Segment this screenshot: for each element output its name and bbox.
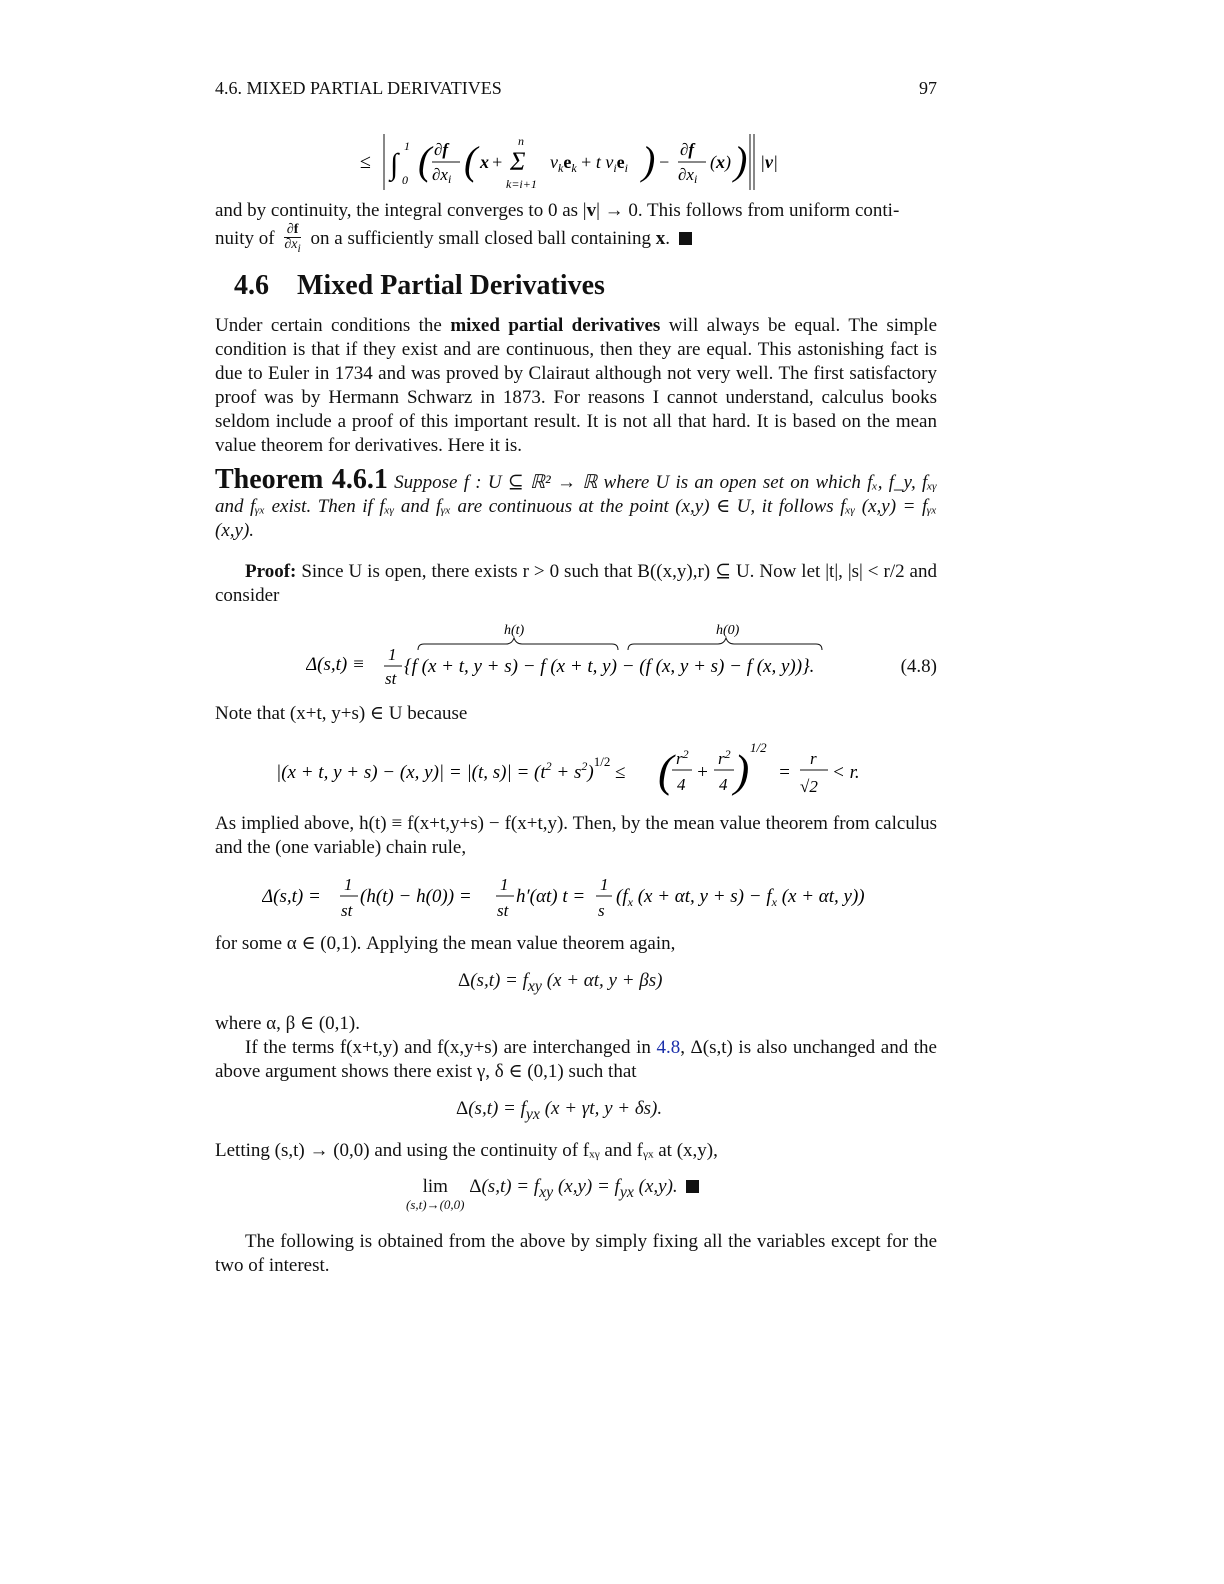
equation-limit: lim (s,t)→(0,0) $\Delta(s,t) = f_{xy}$ $(x,y) = f_{yx}$ (x,y).	[406, 1176, 699, 1212]
svg-text:∫: ∫	[390, 148, 399, 181]
svg-text:∂xi: ∂xi	[432, 165, 452, 186]
svg-text:st: st	[341, 901, 353, 920]
header-section: 4.6. MIXED PARTIAL DERIVATIVES	[215, 78, 502, 98]
paragraph-continuity: and by continuity, the integral converges to 0 as |v| → 0. This follows from uniform conti- nuity of $\frac{\partial f}{\partial x_i}$ on a sufficiently small closed ball containing x.	[215, 200, 900, 255]
svg-text:k=i+1: k=i+1	[506, 177, 537, 191]
equation-fyx: $\Delta(s,t) = f_{yx}$ (x + γt, y + δs).	[456, 1098, 663, 1123]
svg-text:): )	[734, 138, 748, 183]
svg-text:): )	[642, 138, 656, 183]
svg-text:∂xi: ∂xi	[678, 165, 698, 186]
svg-text:vkek + t viei: $v_ke_k + t$ $v_ie_i$	[550, 152, 628, 175]
svg-text:+: +	[491, 152, 504, 172]
svg-text:(: (	[418, 138, 432, 183]
qed-square	[679, 232, 692, 245]
svg-text:1: 1	[600, 875, 609, 894]
label-h-t: h(t)	[504, 623, 525, 638]
svg-text:(: (	[658, 745, 674, 796]
svg-text:n: n	[518, 134, 524, 148]
svg-text:r: r	[810, 749, 817, 768]
svg-text:): )	[734, 745, 750, 796]
svg-text:st: st	[497, 901, 509, 920]
svg-text:√2: √2	[800, 777, 818, 796]
label-h-0: h(0)	[716, 623, 740, 638]
svg-text:st: st	[385, 669, 397, 688]
paragraph-intro: Under certain conditions the mixed partial derivatives will always be equal. The simple condition is that if they exist and are continuous, then they are equal. This astonishing fact is due to Euler in 1734 and was proved by Clairaut although not very well. The first satisfactory proof was by Hermann Schwarz in 1873. For reasons I cannot understand, calculus books seldom include a proof of this important result. It is not all that hard. It is based on the mean value theorem for derivatives. Here it is.	[215, 315, 937, 456]
svg-text:Δ(s,t) ≡: Δ(s,t) ≡	[306, 654, 365, 675]
theorem-statement: Suppose f : U ⊆ ℝ² → ℝ where U is an open set on which fₓ, f_y, fₓᵧ and fᵧₓ exist. Then if fₓᵧ and fᵧₓ are continuous at the point (x,y) ∈ U, it follows fₓᵧ (x,y) = fᵧₓ (x,y).	[215, 472, 938, 541]
svg-text:1: 1	[344, 875, 353, 894]
svg-text:r2: $r^2$	[676, 747, 689, 768]
section-heading: 4.6 Mixed Partial Derivatives	[234, 270, 605, 301]
svg-text:x: x	[480, 152, 489, 172]
svg-text:4: 4	[719, 775, 728, 794]
svg-text:=: =	[778, 762, 791, 783]
equation-fxy: $\Delta(s,t) = f_{xy}$ (x + αt, y + βs)	[458, 970, 663, 995]
svg-text:(x): (x)	[710, 152, 731, 172]
equation-norm	[276, 738, 876, 808]
paragraph-for-some: for some α ∈ (0,1). Applying the mean value theorem again,	[215, 933, 676, 954]
equation-mvt	[262, 868, 902, 930]
svg-text:s: s	[598, 901, 605, 920]
svg-text:1: 1	[500, 875, 509, 894]
partial-fraction: $\frac{\partial f}{\partial x_i}$	[284, 222, 301, 255]
svg-text:∂f: ∂f	[434, 140, 449, 159]
svg-text:4: 4	[677, 775, 686, 794]
svg-text:|v|: |v|	[760, 152, 778, 172]
running-header	[215, 78, 937, 99]
equation-top-svg	[360, 130, 790, 194]
svg-text:−: −	[658, 152, 671, 172]
equation-top	[360, 130, 790, 200]
qed-square-2	[686, 1180, 699, 1193]
svg-text:0: 0	[402, 173, 408, 187]
proof-paragraph: Proof: Since U is open, there exists r > 0 such that B((x,y),r) ⊆ U. Now let |t|, |s| < r/2 and consider	[215, 561, 937, 606]
theorem-label: Theorem 4.6.1	[215, 464, 388, 495]
svg-text:1: 1	[404, 139, 410, 153]
svg-text:{f (x + t, y + s) − f (x + t,: {f (x + t, y + s) − f (x + t, y) − (f (x, y + s) − f (x, y))}.	[404, 656, 815, 677]
svg-text:r2: $r^2$	[718, 747, 731, 768]
svg-text:Δ(s,t) =: Δ(s,t) =	[262, 886, 321, 907]
svg-text:(fx (x + αt, y + s) − fx (x +: ($f_x$ (x + αt, $y + s) - f_x$ (x + αt, y))	[616, 886, 865, 909]
header-page-number: 97	[919, 78, 937, 98]
svg-text:< r.: < r.	[832, 762, 860, 783]
paragraph-following: The following is obtained from the above by simply fixing all the variables except for the two of interest.	[215, 1231, 937, 1276]
equation-4-8-svg	[306, 620, 846, 692]
svg-text:∂f: ∂f	[680, 140, 695, 159]
svg-text:h′(αt) t =: h′(αt) t =	[516, 886, 586, 907]
theorem-block	[215, 464, 938, 543]
equation-norm-svg	[276, 738, 876, 802]
equation-4-8	[306, 620, 846, 698]
note-line: Note that (x+t, y+s) ∈ U because	[215, 703, 468, 724]
equation-number: (4.8)	[900, 656, 937, 677]
svg-text:+: +	[696, 762, 709, 783]
equation-mvt-svg	[262, 868, 902, 924]
paragraph-where: where α, β ∈ (0,1).	[215, 1013, 361, 1034]
paragraph-letting: Letting (s,t) → (0,0) and using the continuity of fₓᵧ and fᵧₓ at (x,y),	[215, 1140, 718, 1161]
svg-text:(: (	[464, 138, 478, 183]
paragraph-as-implied: As implied above, h(t) ≡ f(x+t,y+s) − f(x+t,y). Then, by the mean value theorem from calculus and the (one variable) chain rule,	[215, 813, 937, 858]
svg-text:≤: ≤	[360, 151, 371, 173]
equation-link-4-8[interactable]: 4.8	[656, 1037, 681, 1058]
svg-text:Σ: Σ	[510, 147, 526, 176]
svg-text:|(x + t, y + s) − (x, y)| = |(: |(x + t, y + s) − (x, y)| = |(t, $s)| = (t^2 + s^2)^{1/2}$ ≤	[276, 754, 626, 783]
paragraph-interchange: If the terms f(x+t,y) and f(x,y+s) are interchanged in 4.8, Δ(s,t) is also unchanged and the above argument shows there exist γ, δ ∈ (0,1) such that	[215, 1037, 937, 1082]
svg-text:1: 1	[388, 645, 397, 664]
svg-text:(h(t) − h(0)) =: (h(t) − h(0)) =	[360, 886, 472, 907]
svg-text:1/2: 1/2	[750, 740, 767, 755]
